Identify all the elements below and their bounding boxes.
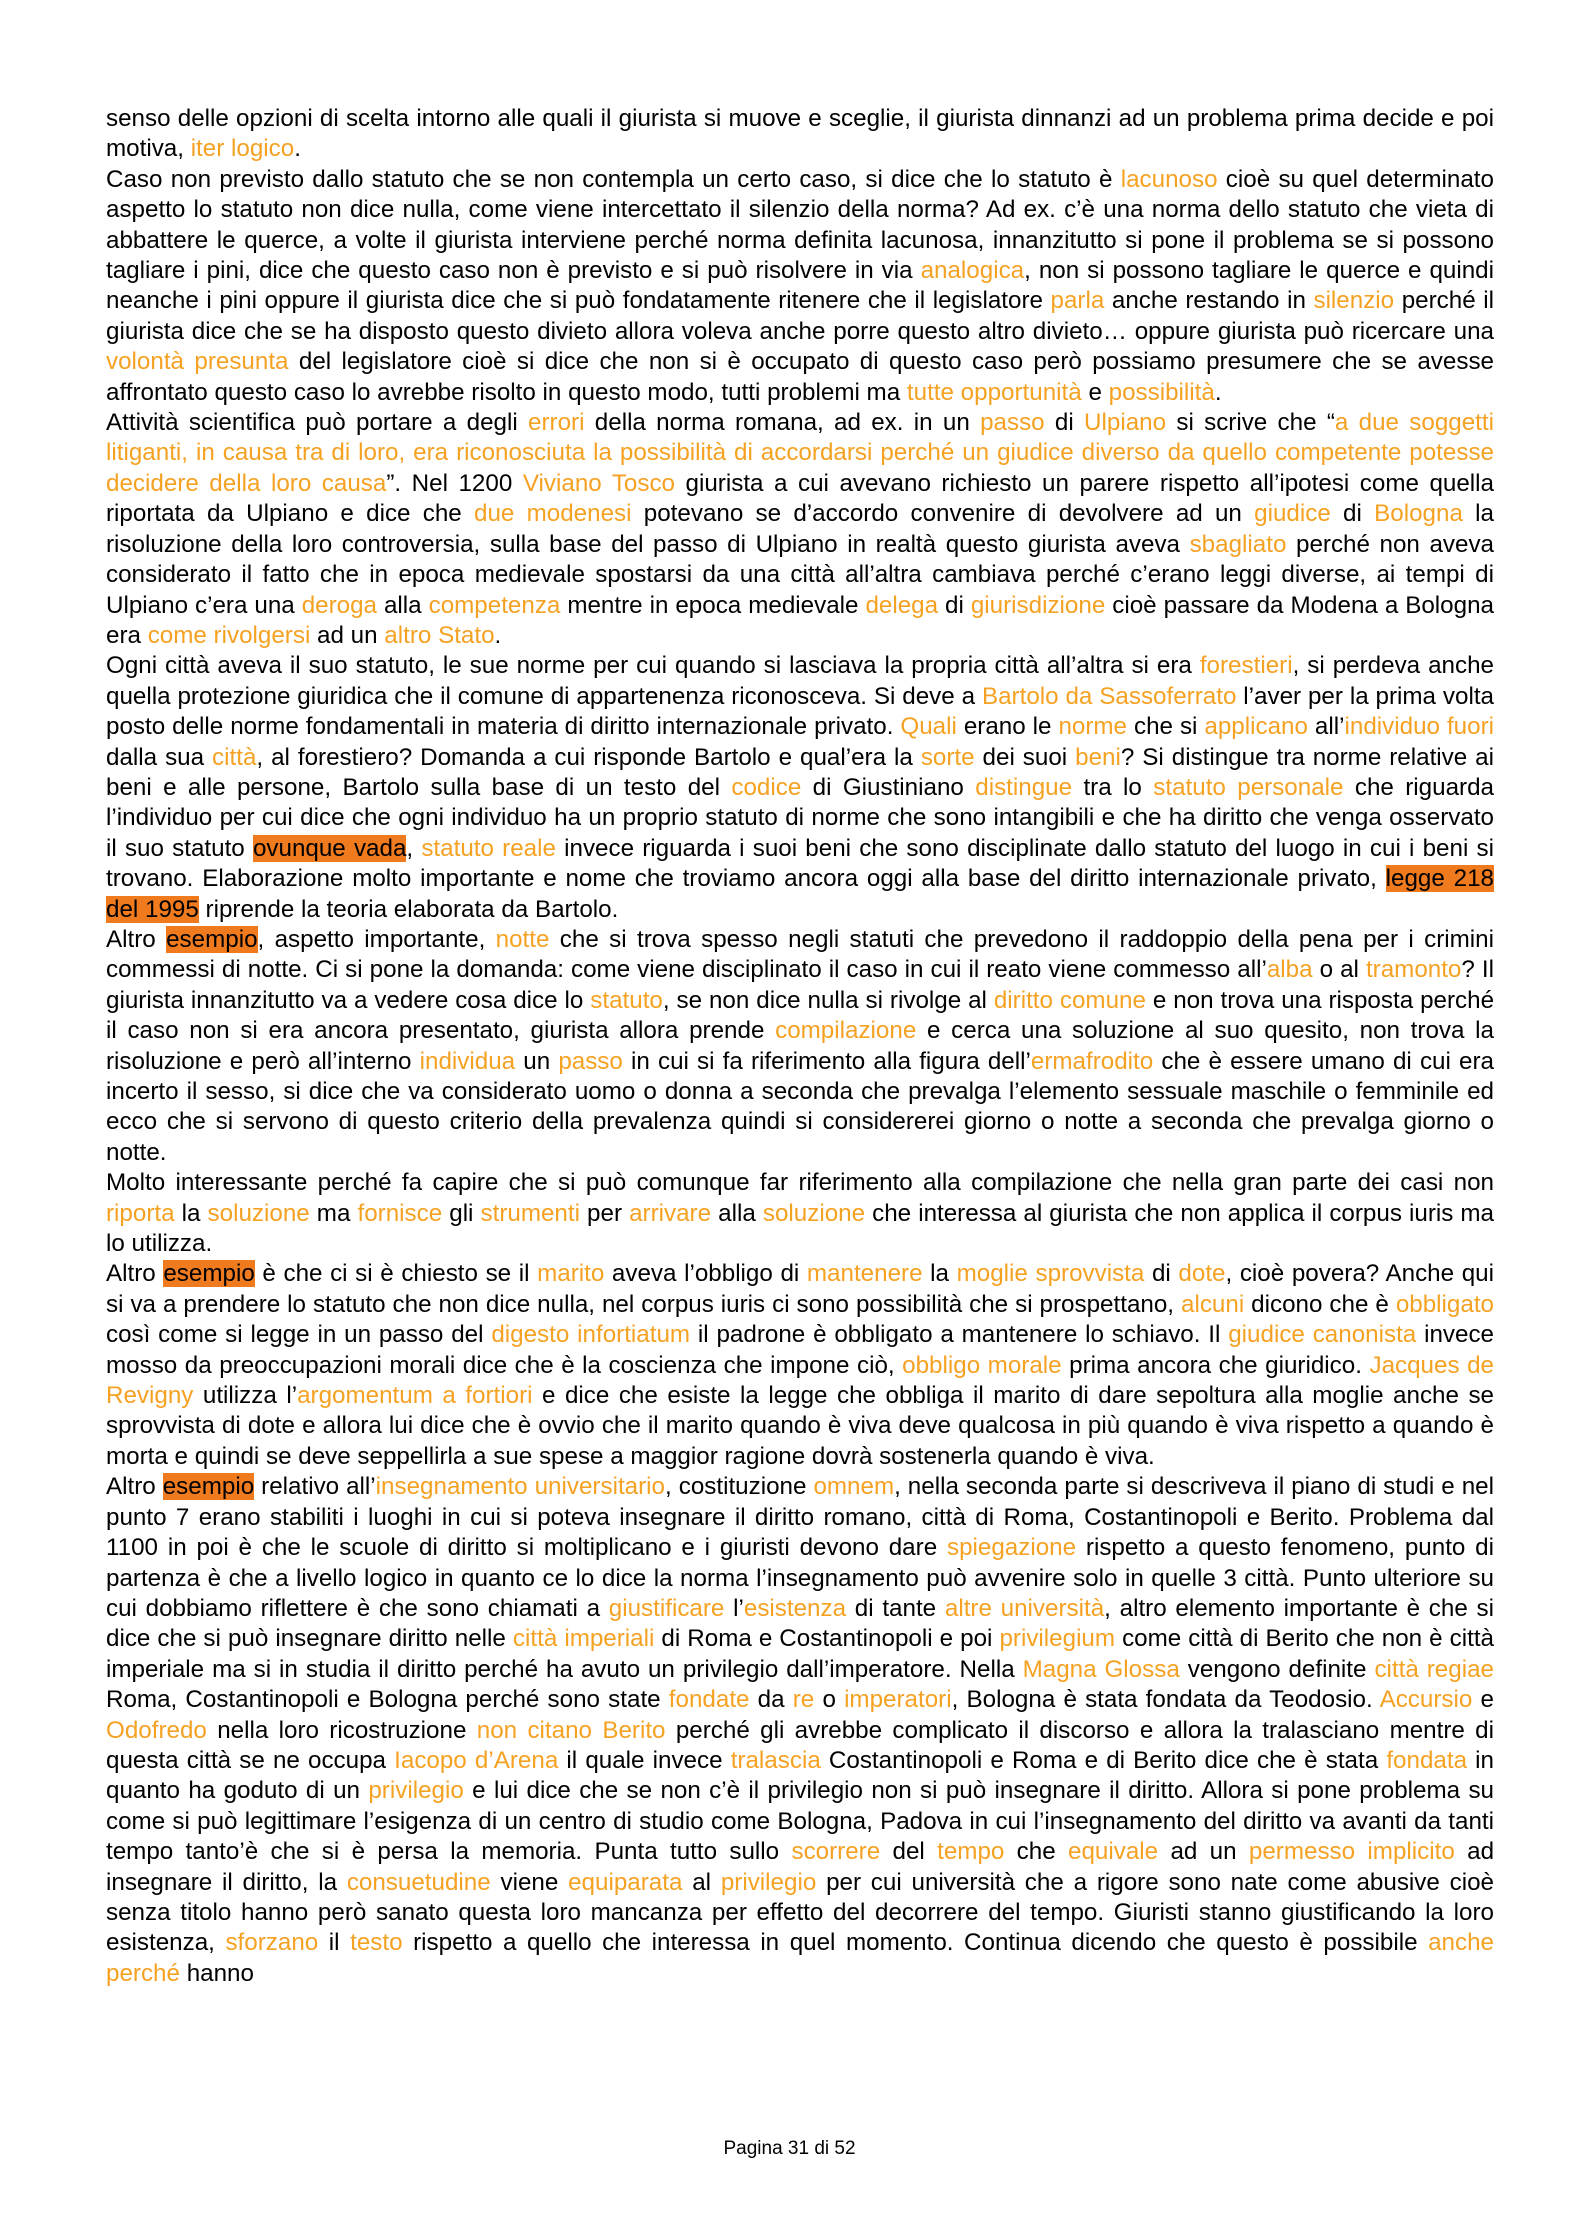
text-run: invece mosso da preoccupazioni morali dice che è la coscienza che impone ciò, <box>106 1321 1495 1379</box>
page-number: Pagina 31 di 52 <box>723 2138 856 2159</box>
paragraph <box>106 104 1494 165</box>
text-run: che riguarda l’individuo per cui dice che ogni individuo ha un proprio statuto di norme che sono intangibili e che ha diritto che venga osservato il suo statuto <box>106 773 1494 862</box>
highlighted-term: città imperiali <box>512 1625 655 1653</box>
text-run: Ogni città aveva il suo statuto, le sue norme per cui quando si lasciava la propria città all’altra si era <box>106 652 1200 680</box>
text-run: come città di Berito che non è città imperiale ma si in studia il diritto perché ha avuto un privilegio dall’imperatore. Nella <box>106 1625 1494 1683</box>
text-run: cioè passare da Modena a Bologna era <box>106 591 1494 649</box>
text-run: , se non dice nulla si rivolge al <box>662 986 994 1014</box>
text-run: senso delle opzioni di scelta intorno alle quali il giurista si muove e sceglie, il giurista dinnanzi ad un problema prima decide e poi motiva, <box>106 105 1494 163</box>
text-run: il padrone è obbligato a mantenere lo schiavo. Il <box>690 1321 1229 1349</box>
highlighted-term: digesto infortiatum <box>491 1321 691 1349</box>
highlighted-term: statuto personale <box>1153 773 1344 801</box>
text-run: che interessa al giurista che non applica il corpus iuris ma lo utilizza. <box>106 1199 1495 1258</box>
text-run: dei suoi <box>974 743 1076 771</box>
highlighted-term: altre università <box>944 1594 1105 1622</box>
highlighted-term: obbligo morale <box>902 1351 1062 1379</box>
marked-term: esempio <box>166 925 258 953</box>
highlighted-term: sorte <box>920 743 975 771</box>
highlighted-term: a due soggetti litiganti, in causa tra di loro, era riconosciuta la possibilità di accordarsi perché un giudice diverso da quello competente potesse decidere della loro causa <box>106 409 1494 497</box>
text-run: di <box>1330 500 1375 528</box>
text-run: che si trova spesso negli statuti che prevedono il raddoppio della pena per i crimini commessi di notte. Ci si pone la domanda: come viene disciplinato il caso in cui il reato viene commesso all’ <box>106 925 1494 984</box>
text-run: che si <box>1127 713 1205 741</box>
text-run: di <box>938 591 971 619</box>
text-run: rispetto a questo fenomeno, punto di partenza è che a livello logico in quanto ce lo dice la norma l’insegnamento può avvenire solo in quelle 3 città. Punto ulteriore su cui dobbiamo riflettere è che sono chiamati a <box>106 1534 1495 1622</box>
text-run: Altro <box>106 1473 163 1501</box>
text-run: perché non aveva considerato il fatto che in epoca medievale spostarsi da una città all’altra cambiava perché c’erano leggi diverse, ai tempi di Ulpiano c’era una <box>106 530 1495 619</box>
text-run: . <box>294 135 301 163</box>
highlighted-term: imperatori <box>844 1686 952 1714</box>
text-run: dalla sua <box>106 743 213 771</box>
text-run: , non si possono tagliare le querce e quindi neanche i pini oppure il giurista dice che si può fondatamente ritenere che il legislatore <box>106 257 1494 315</box>
highlighted-term: diritto comune <box>993 986 1146 1014</box>
highlighted-term: marito <box>537 1260 605 1288</box>
highlighted-term: alcuni <box>1181 1290 1245 1318</box>
text-run: e dice che esiste la legge che obbliga il marito di dare sepoltura alla moglie anche se sprovvista di dote e allora lui dice che è ovvio che il marito quando è viva deve qualcosa in più quando è viva rispetto a quando è morta e quindi se deve seppellirla a sue spese a maggior ragione dovrà sostenerla quando è viva. <box>106 1382 1495 1470</box>
text-run: o al <box>1312 956 1366 984</box>
text-run: ad un <box>310 621 385 649</box>
highlighted-term: sbagliato <box>1189 530 1287 558</box>
highlighted-term: iter logico <box>190 135 295 163</box>
highlighted-term: applicano <box>1204 713 1308 741</box>
text-run: perché il giurista dice che se ha disposto questo divieto allora voleva anche porre questo altro divieto… oppure giurista può ricercare una <box>106 287 1494 345</box>
text-run: da <box>749 1686 793 1714</box>
marked-term: legge 218 del 1995 <box>106 865 1494 923</box>
highlighted-term: statuto reale <box>421 834 556 862</box>
text-run: che <box>1004 1838 1069 1866</box>
text-run: hanno <box>179 1959 254 1987</box>
highlighted-term: passo <box>980 409 1045 437</box>
text-run: è che ci si è chiesto se il <box>254 1260 538 1288</box>
highlighted-term: codice <box>731 773 802 801</box>
highlighted-term: giudice canonista <box>1228 1321 1417 1349</box>
highlighted-term: ermafrodito <box>1030 1047 1154 1075</box>
paragraph <box>106 165 1494 408</box>
text-run: e lui dice che se non c’è il privilegio non si può insegnare il diritto. Allora si pone problema su come si può legittimare l’esigenza di un centro di studio come Bologna, Padova in cui l’insegnamento del diritto va avanti da tanti tempo tanto’è che si è persa la memoria. Punta tutto sullo <box>106 1777 1494 1866</box>
text-run: tra lo <box>1072 773 1154 801</box>
highlighted-term: passo <box>558 1047 623 1075</box>
highlighted-term: obbligato <box>1395 1290 1494 1318</box>
highlighted-term: fornisce <box>357 1199 443 1227</box>
paragraph <box>106 1259 1494 1472</box>
text-run: di Giustiniano <box>801 773 976 801</box>
paragraph <box>106 925 1494 1168</box>
highlighted-term: individuo fuori <box>1344 713 1494 741</box>
text-run: il quale invece <box>558 1746 731 1774</box>
text-run: nella loro ricostruzione <box>206 1716 477 1744</box>
text-run: di tante <box>846 1594 945 1622</box>
text-run: utilizza l’ <box>193 1382 298 1410</box>
text-run: così come si legge in un passo del <box>106 1321 492 1349</box>
text-run: si scrive che “ <box>1166 409 1335 437</box>
highlighted-term: individua <box>419 1047 516 1075</box>
highlighted-term: re <box>792 1686 815 1714</box>
highlighted-term: altro Stato <box>384 621 495 649</box>
text-run: ma <box>309 1199 358 1227</box>
highlighted-term: omnem <box>813 1473 895 1501</box>
highlighted-term: esistenza <box>743 1594 847 1622</box>
text-run: anche restando in <box>1104 287 1314 315</box>
highlighted-term: Jacques de Revigny <box>106 1351 1494 1410</box>
highlighted-term: spiegazione <box>946 1534 1077 1562</box>
text-run: , <box>406 834 422 862</box>
text-run: Caso non previsto dallo statuto che se non contempla un certo caso, si dice che lo statuto è <box>106 165 1121 193</box>
highlighted-term: parla <box>1050 287 1105 315</box>
text-run: giurista a cui avevano richiesto un parere rispetto all’ipotesi come quella riportata da Ulpiano e dice che <box>106 469 1495 528</box>
highlighted-term: silenzio <box>1313 287 1395 315</box>
text-run: la <box>922 1260 957 1288</box>
text-run: vengono definite <box>1179 1655 1375 1683</box>
highlighted-term: Bologna <box>1374 500 1463 528</box>
text-run: cioè su quel determinato aspetto lo statuto non dice nulla, come viene intercettato il silenzio della norma? Ad ex. c’è una norma dello statuto che vieta di abbattere le querce, a volte il giurista interviene perché norma definita lacunosa, innanzitutto si pone il problema se si possono tagliare i pini, dice che questo caso non è previsto e si può risolvere in via <box>106 165 1494 285</box>
highlighted-term: beni <box>1075 743 1121 771</box>
highlighted-term: Ulpiano <box>1084 409 1167 437</box>
highlighted-term: lacunoso <box>1120 165 1218 193</box>
document-body <box>106 104 1494 1989</box>
highlighted-term: volontà presunta <box>106 348 289 376</box>
text-run: Altro <box>106 1260 164 1288</box>
highlighted-term: arrivare <box>629 1199 712 1227</box>
highlighted-term: norme <box>1058 713 1128 741</box>
highlighted-term: equiparata <box>568 1868 683 1896</box>
text-run: ad un <box>1158 1838 1249 1866</box>
text-run: Costantinopoli e Roma e di Berito dice che è stata <box>820 1746 1387 1774</box>
highlighted-term: tralascia <box>730 1746 821 1774</box>
text-run: un <box>515 1047 559 1075</box>
text-run: ? Il giurista innanzitutto va a vedere cosa dice lo <box>106 956 1494 1014</box>
highlighted-term: giustificare <box>608 1594 725 1622</box>
highlighted-term: scorrere <box>791 1838 881 1866</box>
text-run: . <box>494 621 502 649</box>
paragraph <box>106 1168 1494 1259</box>
text-run: , aspetto importante, <box>257 925 496 953</box>
highlighted-term: fondate <box>668 1686 750 1714</box>
highlighted-term: forestieri <box>1199 652 1293 680</box>
text-run: della norma romana, ad ex. in un <box>584 409 981 437</box>
text-run: e <box>1081 378 1109 406</box>
text-run: . <box>1214 378 1222 406</box>
highlighted-term: soluzione <box>207 1199 310 1227</box>
highlighted-term: Odofredo <box>106 1716 207 1744</box>
marked-term: esempio <box>162 1473 255 1501</box>
text-run: alla <box>711 1199 763 1227</box>
highlighted-term: tramonto <box>1365 956 1462 984</box>
text-run: di Roma e Costantinopoli e poi <box>654 1625 1000 1653</box>
text-run: Altro <box>106 925 167 953</box>
text-run: , Bologna è stata fondata da Teodosio. <box>951 1686 1380 1714</box>
text-run: , altro elemento importante è che si dice che si può insegnare diritto nelle <box>106 1594 1494 1653</box>
text-run: per cui università che a rigore sono nate come abusive cioè senza titolo hanno però sanato questa loro mancanza per effetto del decorrere del tempo. Giuristi stanno giustificando la loro esistenza, <box>106 1868 1494 1957</box>
highlighted-term: due modenesi <box>474 500 632 528</box>
highlighted-term: città regiae <box>1374 1655 1494 1683</box>
text-run: o <box>814 1686 845 1714</box>
text-run: mentre in epoca medievale <box>560 591 866 619</box>
highlighted-term: soluzione <box>762 1199 866 1227</box>
highlighted-term: moglie sprovvista <box>956 1260 1145 1288</box>
highlighted-term: città <box>212 743 257 771</box>
highlighted-term: tempo <box>937 1838 1005 1866</box>
text-run: , cioè povera? Anche qui si va a prendere lo statuto che non dice nulla, nel corpus iuris ci sono possibilità che si prospettano, <box>106 1260 1494 1318</box>
text-run: aveva l’obbligo di <box>604 1260 807 1288</box>
text-run: rispetto a quello che interessa in quel momento. Continua dicendo che questo è possibile <box>402 1929 1429 1957</box>
paragraph <box>106 1472 1494 1989</box>
highlighted-term: non citano Berito <box>476 1716 666 1744</box>
text-run: e cerca una soluzione al suo quesito, non trova la risoluzione e però all’interno <box>106 1017 1494 1075</box>
highlighted-term: statuto <box>590 986 663 1014</box>
highlighted-term: distingue <box>975 773 1073 801</box>
text-run: riprende la teoria elaborata da Bartolo. <box>198 895 619 923</box>
text-run: l’aver per la prima volta posto delle norme fondamentali in materia di diritto internazionale privato. <box>106 682 1494 741</box>
highlighted-term: tutte opportunità <box>906 378 1082 406</box>
text-run: e <box>1472 1686 1494 1714</box>
text-run: in cui si fa riferimento alla figura dell’ <box>622 1047 1031 1075</box>
highlighted-term: fondata <box>1386 1746 1468 1774</box>
highlighted-term: possibilità <box>1108 378 1215 406</box>
text-run: gli <box>442 1199 481 1227</box>
highlighted-term: Quali <box>900 713 957 741</box>
text-run: prima ancora che giuridico. <box>1061 1351 1370 1379</box>
highlighted-term: errori <box>528 409 585 437</box>
text-run: ”. Nel 1200 <box>386 469 523 497</box>
highlighted-term: delega <box>865 591 939 619</box>
highlighted-term: riporta <box>106 1199 175 1227</box>
highlighted-term: Bartolo da Sassoferrato <box>981 682 1237 710</box>
highlighted-term: come rivolgersi <box>147 621 311 649</box>
text-run: la risoluzione della loro controversia, sulla base del passo di Ulpiano in realtà questo giurista aveva <box>106 500 1495 558</box>
text-run: che è essere umano di cui era incerto il sesso, si dice che va considerato uomo o donna a seconda che prevalga l’elemento sessuale maschile o femminile ed ecco che si servono di questo criterio della prevalenza quindi si considererei giorno o notte a seconda che prevalga giorno o notte. <box>106 1047 1494 1166</box>
text-run: , si perdeva anche quella protezione giuridica che il comune di appartenenza riconosceva. Si deve a <box>106 652 1494 710</box>
text-run: Roma, Costantinopoli e Bologna perché sono state <box>106 1686 669 1714</box>
text-run: viene <box>490 1868 569 1896</box>
highlighted-term: anche perché <box>106 1929 1495 1987</box>
highlighted-term: Magna Glossa <box>1022 1655 1180 1683</box>
highlighted-term: equivale <box>1068 1838 1159 1866</box>
highlighted-term: competenza <box>428 591 561 619</box>
text-run: invece riguarda i suoi beni che sono disciplinate dallo statuto del luogo in cui i beni si trovano. Elaborazione molto importante e nome che troviamo ancora oggi alla base del diritto internazionale privato, <box>106 834 1494 893</box>
text-run: relativo all’ <box>254 1473 376 1501</box>
text-run: , al forestiero? Domanda a cui risponde Bartolo e qual’era la <box>256 743 921 771</box>
text-run: , costituzione <box>665 1473 814 1501</box>
highlighted-term: strumenti <box>480 1199 580 1227</box>
highlighted-term: privilegio <box>368 1777 464 1805</box>
paragraph <box>106 651 1494 925</box>
text-run: Molto interessante perché fa capire che si può comunque far riferimento alla compilazione che nella gran parte dei casi non <box>106 1169 1494 1197</box>
marked-term: esempio <box>163 1260 255 1288</box>
highlighted-term: dote <box>1178 1260 1226 1288</box>
highlighted-term: giurisdizione <box>970 591 1106 619</box>
text-run: al <box>682 1868 721 1896</box>
paragraph <box>106 408 1494 651</box>
highlighted-term: alba <box>1266 956 1313 984</box>
highlighted-term: mantenere <box>806 1260 923 1288</box>
text-run: e non trova una risposta perché il caso non si era ancora presentato, giurista allora prende <box>106 986 1495 1045</box>
highlighted-term: sforzano <box>225 1929 319 1957</box>
text-run: in quanto ha goduto di un <box>106 1746 1494 1805</box>
text-run: erano le <box>956 713 1059 741</box>
text-run: di <box>1044 409 1085 437</box>
text-run: per <box>579 1199 630 1227</box>
text-run: il <box>318 1929 351 1957</box>
highlighted-term: analogica <box>920 257 1025 285</box>
text-run: perché gli avrebbe complicato il discorso e allora la tralasciano mentre di questa città se ne occupa <box>106 1716 1495 1774</box>
text-run: , nella seconda parte si descriveva il piano di studi e nel punto 7 erano stabiliti i luoghi in cui si poteva insegnare il diritto romano, città di Roma, Costantinopoli e Berito. Problema dal 1100 in poi è che le scuole di diritto si moltiplicano e i giuristi devono dare <box>106 1473 1494 1562</box>
highlighted-term: compilazione <box>775 1017 917 1045</box>
highlighted-term: privilegio <box>720 1868 817 1896</box>
highlighted-term: argomentum a fortiori <box>297 1382 533 1410</box>
highlighted-term: notte <box>495 925 550 953</box>
highlighted-term: deroga <box>301 591 378 619</box>
highlighted-term: consuetudine <box>346 1868 491 1896</box>
text-run: all’ <box>1307 713 1345 741</box>
text-run: la <box>174 1199 208 1227</box>
text-run: l’ <box>724 1594 744 1622</box>
text-run: del <box>880 1838 938 1866</box>
highlighted-term: Accursio <box>1379 1686 1473 1714</box>
text-run: dicono che è <box>1244 1290 1396 1318</box>
text-run: di <box>1144 1260 1179 1288</box>
highlighted-term: Iacopo d’Arena <box>394 1746 559 1774</box>
highlighted-term: permesso implicito <box>1248 1838 1455 1866</box>
highlighted-term: insegnamento universitario <box>375 1473 666 1501</box>
highlighted-term: giudice <box>1254 500 1331 528</box>
text-run: ? Si distingue tra norme relative ai beni e alle persone, Bartolo sulla base di un testo del <box>106 743 1495 801</box>
text-run: potevano se d’accordo convenire di devolvere ad un <box>631 500 1255 528</box>
text-run: Attività scientifica può portare a degli <box>106 409 529 437</box>
marked-term: ovunque vada <box>252 834 407 862</box>
highlighted-term: privilegium <box>999 1625 1116 1653</box>
text-run: del legislatore cioè si dice che non si è occupato di questo caso però possiamo presumere che se avesse affrontato questo caso lo avrebbe risolto in questo modo, tutti problemi ma <box>106 348 1494 406</box>
highlighted-term: Viviano Tosco <box>522 469 675 497</box>
text-run: alla <box>377 591 429 619</box>
highlighted-term: testo <box>350 1929 403 1957</box>
text-run: ad insegnare il diritto, la <box>106 1838 1495 1896</box>
